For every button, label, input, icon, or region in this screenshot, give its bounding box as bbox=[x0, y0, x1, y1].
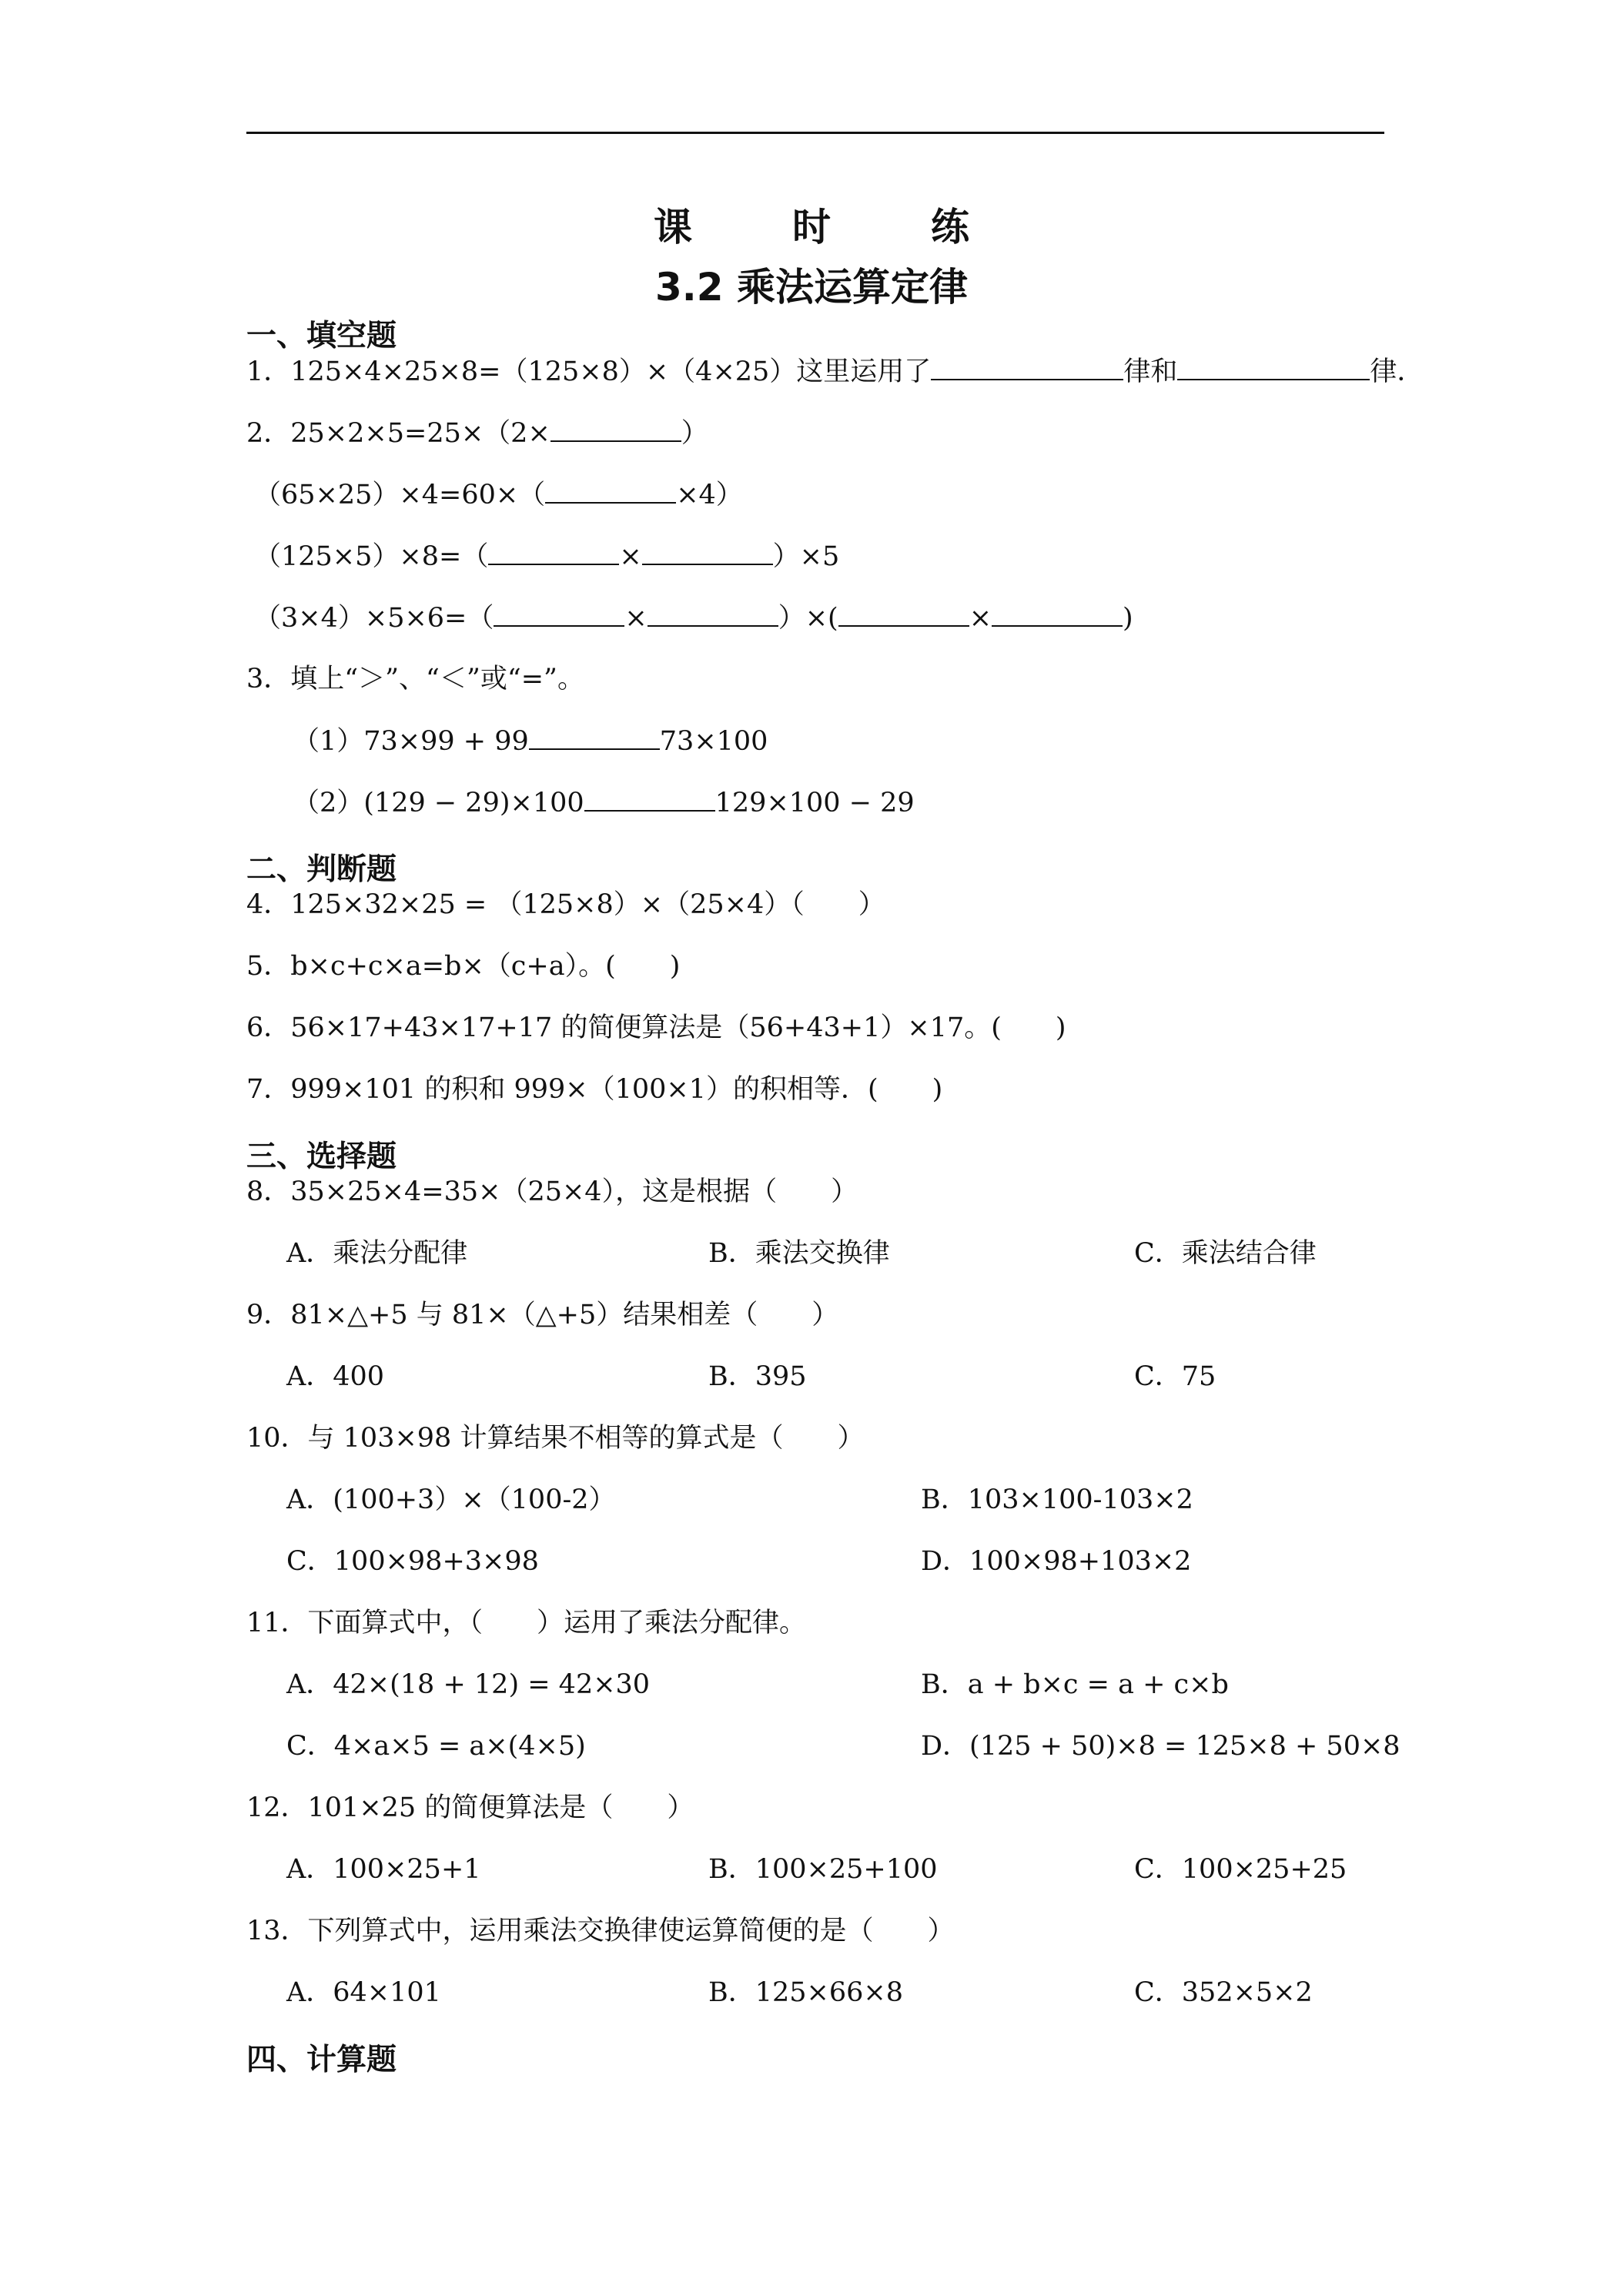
question-3-part-2: （2）(129 − 29)×100 129×100 − 29 bbox=[293, 784, 915, 822]
answer-blank[interactable] bbox=[529, 722, 660, 750]
question-10: 10．与 103×98 计算结果不相等的算式是（ ） bbox=[246, 1423, 865, 1454]
answer-blank[interactable] bbox=[488, 537, 619, 565]
question-9: 9．81×△+5 与 81×（△+5）结果相差（ ） bbox=[246, 1300, 839, 1330]
option-c[interactable]: C．100×98+3×98 bbox=[286, 1546, 539, 1577]
question-4: 4．125×32×25 = （125×8）×（25×4）（ ） bbox=[246, 889, 885, 920]
option-b[interactable]: B．103×100-103×2 bbox=[921, 1484, 1193, 1515]
option-c[interactable]: C．乘法结合律 bbox=[1134, 1238, 1317, 1269]
question-11: 11．下面算式中，（ ）运用了乘法分配律。 bbox=[246, 1608, 807, 1638]
option-b[interactable]: B．100×25+100 bbox=[708, 1854, 938, 1885]
question-5: 5．b×c+c×a=b×（c+a）。( ) bbox=[246, 951, 681, 982]
option-b[interactable]: B．125×66×8 bbox=[708, 1977, 903, 2008]
option-c[interactable]: C．4×a×5 = a×(4×5) bbox=[286, 1731, 586, 1762]
question-1: 1．125×4×25×8=（125×8）×（4×25）这里运用了 律和 律． bbox=[246, 353, 1424, 390]
question-2-line-2: （65×25）×4=60×（ ×4） bbox=[254, 476, 743, 514]
option-c[interactable]: C．75 bbox=[1134, 1361, 1216, 1392]
option-a[interactable]: A．乘法分配律 bbox=[286, 1238, 468, 1269]
question-8: 8．35×25×4=35×（25×4），这是根据（ ） bbox=[246, 1176, 858, 1207]
question-2-line-3: （125×5）×8=（ × ）×5 bbox=[254, 537, 839, 575]
page-title: 课 时 练 bbox=[654, 205, 1000, 249]
answer-blank[interactable] bbox=[648, 599, 778, 627]
question-2-line-1: 2．25×2×5=25×（2× ） bbox=[246, 414, 708, 452]
answer-blank[interactable] bbox=[992, 599, 1123, 627]
option-a[interactable]: A．64×101 bbox=[286, 1977, 441, 2008]
question-12: 12．101×25 的简便算法是（ ） bbox=[246, 1792, 694, 1823]
question-3-part-1: （1）73×99 + 99 73×100 bbox=[293, 722, 768, 760]
question-6: 6．56×17+43×17+17 的简便算法是（56+43+1）×17。( ) bbox=[246, 1012, 1066, 1043]
option-d[interactable]: D．(125 + 50)×8 = 125×8 + 50×8 bbox=[921, 1731, 1400, 1762]
option-b[interactable]: B．a + b×c = a + c×b bbox=[921, 1669, 1229, 1700]
answer-blank[interactable] bbox=[838, 599, 969, 627]
section-calculation: 四、计算题 bbox=[246, 2043, 397, 2077]
answer-blank[interactable] bbox=[584, 784, 715, 812]
option-b[interactable]: B．乘法交换律 bbox=[708, 1238, 890, 1269]
answer-blank[interactable] bbox=[642, 537, 773, 565]
question-3: 3．填上“＞”、“＜”或“=”。 bbox=[246, 664, 584, 694]
page-subtitle: 3.2 乘法运算定律 bbox=[655, 265, 968, 310]
answer-blank[interactable] bbox=[494, 599, 624, 627]
answer-blank[interactable] bbox=[931, 353, 1123, 380]
answer-blank[interactable] bbox=[1177, 353, 1370, 380]
header-rule bbox=[246, 132, 1384, 134]
option-c[interactable]: C．100×25+25 bbox=[1134, 1854, 1347, 1885]
option-a[interactable]: A．42×(18 + 12) = 42×30 bbox=[286, 1669, 651, 1700]
option-a[interactable]: A．100×25+1 bbox=[286, 1854, 481, 1885]
option-a[interactable]: A．(100+3）×（100-2） bbox=[286, 1484, 616, 1515]
section-fill-in: 一、填空题 bbox=[246, 319, 397, 353]
option-b[interactable]: B．395 bbox=[708, 1361, 807, 1392]
section-true-false: 二、判断题 bbox=[246, 852, 397, 887]
answer-blank[interactable] bbox=[550, 414, 681, 442]
option-c[interactable]: C．352×5×2 bbox=[1134, 1977, 1313, 2008]
question-2-line-4: （3×4）×5×6=（ × ）×( × ) bbox=[254, 599, 1133, 637]
section-multiple-choice: 三、选择题 bbox=[246, 1140, 397, 1174]
question-13: 13．下列算式中，运用乘法交换律使运算简便的是（ ） bbox=[246, 1916, 955, 1946]
option-d[interactable]: D．100×98+103×2 bbox=[921, 1546, 1192, 1577]
option-a[interactable]: A．400 bbox=[286, 1361, 385, 1392]
question-7: 7．999×101 的积和 999×（100×1）的积相等．( ) bbox=[246, 1074, 943, 1105]
answer-blank[interactable] bbox=[545, 476, 676, 504]
